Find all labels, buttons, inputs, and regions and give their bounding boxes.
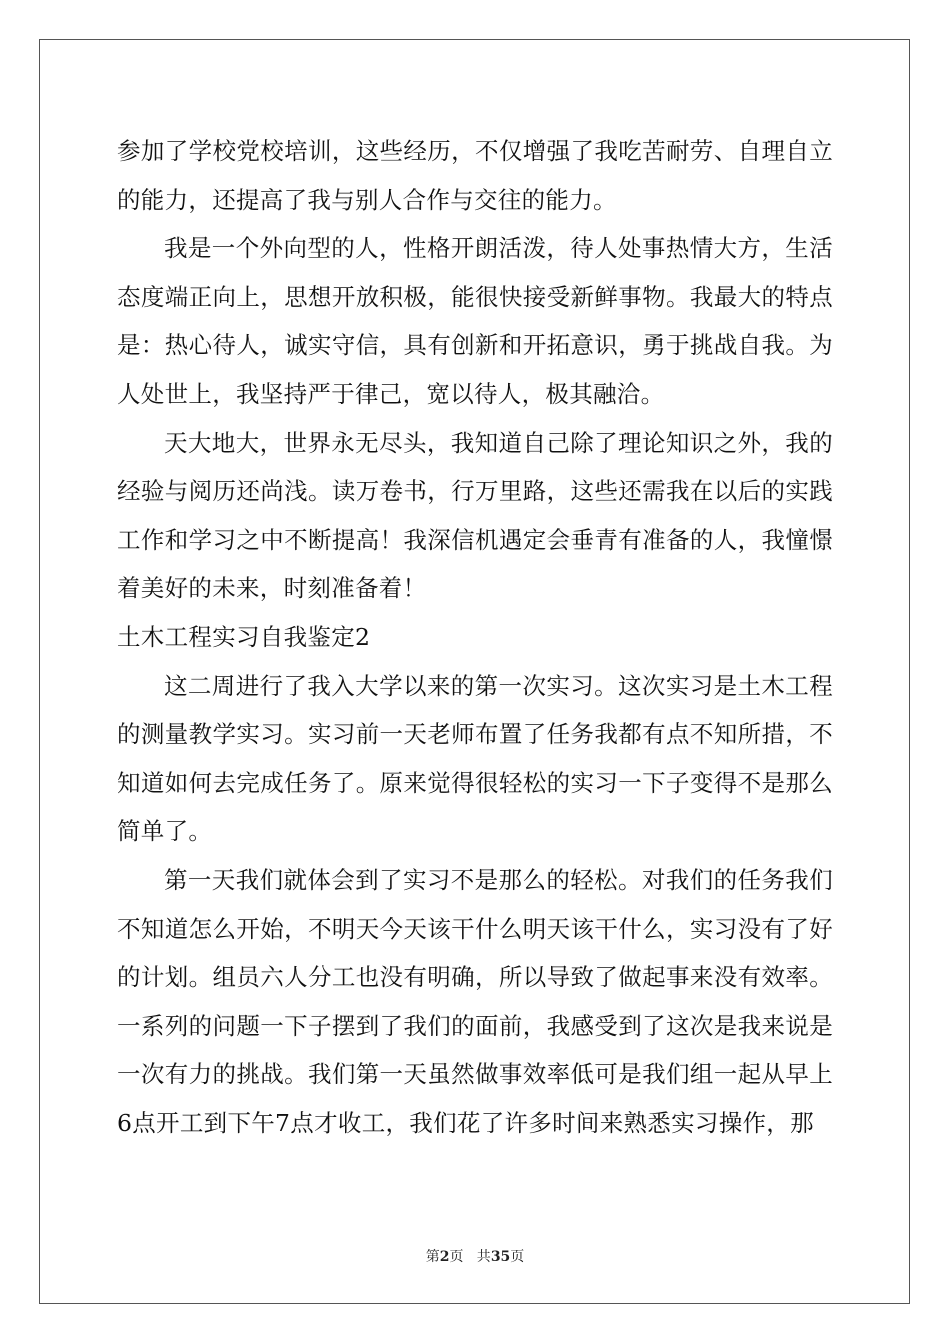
paragraph-3: 天大地大，世界永无尽头，我知道自己除了理论知识之外，我的经验与阅历还尚浅。读万卷书，行万里路，这些还需我在以后的实践工作和学习之中不断提高！我深信机遇定会垂青有准备的人，我憧憬着美好的未来，时刻准备着！ <box>117 428 833 603</box>
footer-middle: 页 共 <box>449 1249 491 1265</box>
paragraph-5: 第一天我们就体会到了实习不是那么的轻松。对我们的任务我们不知道怎么开始，不明天今天该干什么明天该干什么，实习没有了好的计划。组员六人分工也没有明确，所以导致了做起事来没有效率。一系列的问题一下子摆到了我们的面前，我感受到了这次是我来说是一次有力的挑战。我们第一天虽然做事效率低可是我们组一起从早上6点开工到下午7点才收工，我们花了许多时间来熟悉实习操作，那 <box>117 865 833 1137</box>
section-heading: 土木工程实习自我鉴定2 <box>117 622 371 651</box>
paragraph-2: 我是一个外向型的人，性格开朗活泼，待人处事热情大方，生活态度端正向上，思想开放积极，能很快接受新鲜事物。我最大的特点是：热心待人，诚实守信，具有创新和开拓意识，勇于挑战自我。为人处世上，我坚持严于律己，宽以待人，极其融洽。 <box>117 234 833 408</box>
footer-total-pages: 35 <box>490 1249 511 1265</box>
document-body <box>117 127 833 1147</box>
paragraph-1: 参加了学校党校培训，这些经历，不仅增强了我吃苦耐劳、自理自立的能力，还提高了我与别人合作与交往的能力。 <box>117 137 833 214</box>
footer-current-page: 2 <box>439 1249 450 1265</box>
page-footer <box>0 1246 950 1266</box>
footer-prefix: 第 <box>425 1249 440 1265</box>
footer-suffix: 页 <box>510 1249 525 1265</box>
paragraph-4: 这二周进行了我入大学以来的第一次实习。这次实习是土木工程的测量教学实习。实习前一天老师布置了任务我都有点不知所措，不知道如何去完成任务了。原来觉得很轻松的实习一下子变得不是那么简单了。 <box>117 671 833 846</box>
